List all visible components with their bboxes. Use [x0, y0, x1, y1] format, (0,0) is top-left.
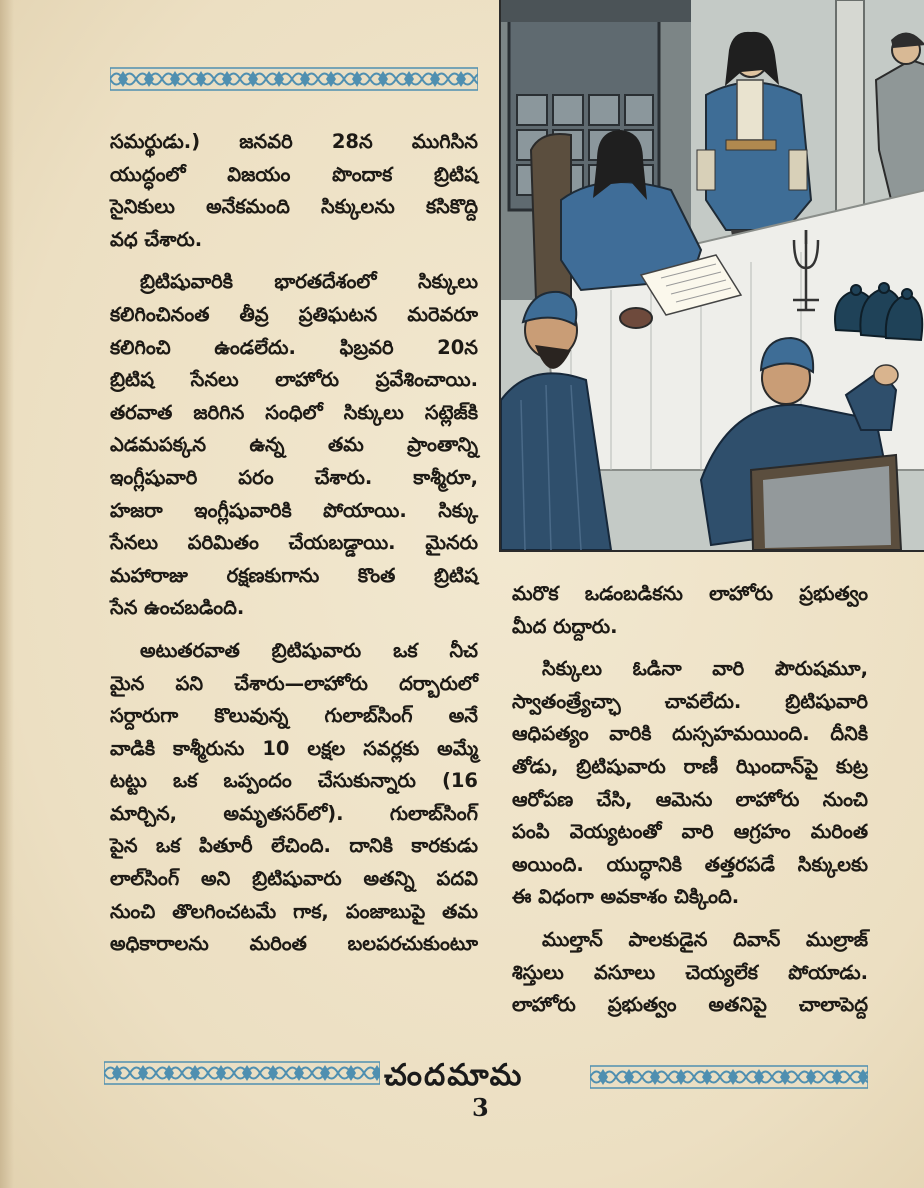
text-line: నుంచి తొలగించటమే గాక, పంజాబుపై తమ: [110, 899, 478, 923]
text-line: బ్రిటిషువారికి భారతదేశంలో సిక్కులు: [140, 270, 478, 294]
text-line: శిస్తులు వసూలు చెయ్యలేక పోయాడు.: [512, 960, 868, 984]
text-line: అధికారాలను మరింత బలపరచుకుంటూ: [110, 932, 478, 956]
text-line: స్వాతంత్ర్యేచ్ఛా చావలేదు. బ్రిటిషువారి: [512, 689, 868, 713]
text-line: కలిగించి ఉండలేదు. ఫిబ్రవరి 20న: [110, 335, 478, 359]
text-line: మైన పని చేశారు—లాహోరు దర్బారులో: [110, 671, 478, 695]
text-line: ఇంగ్లీషువారి పరం చేశారు. కాశ్మీరూ,: [110, 465, 478, 489]
text-line: హజరా ఇంగ్లీషువారికి పోయాయి. సిక్కు: [110, 498, 478, 522]
text-line: మార్చిన, అమృతసర్‌లో). గులాబ్‌సింగ్: [110, 801, 478, 825]
text-line: ముల్తాన్ పాలకుడైన దివాన్ ముల్రాజ్: [542, 927, 868, 951]
text-line: మహారాజు రక్షణకుగాను కొంత బ్రిటిష: [110, 563, 478, 587]
text-line: ఎడమపక్కన ఉన్న తమ ప్రాంతాన్ని: [110, 433, 478, 457]
text-line: ఆరోపణ చేసి, ఆమెను లాహోరు నుంచి: [512, 787, 868, 811]
text-line: సేనలు పరిమితం చేయబడ్డాయి. మైనరు: [110, 531, 478, 555]
text-line: తరవాత జరిగిన సంధిలో సిక్కులు సట్లెజ్‌కి: [110, 400, 478, 424]
page-number: 3: [472, 1093, 489, 1122]
text-line: వధ చేశారు.: [110, 227, 203, 251]
text-line: వాడికి కాశ్మీరును 10 లక్షల సవర్లకు అమ్మే: [110, 736, 478, 760]
text-line: మరొక ఒడంబడికను లాహోరు ప్రభుత్వం: [512, 582, 868, 605]
text-line: సిక్కులు ఓడినా వారి పౌరుషమూ,: [542, 657, 868, 681]
text-line: సేన ఉంచబడింది.: [110, 596, 245, 620]
footer-ornament-left: [104, 1060, 380, 1086]
text-line: టట్టు ఒక ఒప్పందం చేసుకున్నారు (16: [110, 769, 478, 793]
ornament-pattern-icon: [110, 66, 478, 92]
text-line: సమర్థుడు.) జనవరి 28న ముగిసిన: [110, 130, 478, 153]
text-line: తోడు, బ్రిటిషువారు రాణీ ఝిందాన్‌పై కుట్ర: [512, 754, 868, 778]
right-text-column: [512, 578, 868, 1022]
left-text-column: [110, 126, 478, 961]
magazine-title: చందమామ: [384, 1058, 524, 1093]
text-line: ఆధిపత్యం వారికి దుస్సహమయింది. దీనికి: [512, 722, 868, 746]
top-ornament-band: [110, 66, 478, 92]
text-line: పంపి వెయ్యటంతో వారి ఆగ్రహం మరింత: [512, 820, 868, 844]
ornament-pattern-icon: [104, 1060, 380, 1086]
text-line: అయింది. యుద్ధానికి తత్తరపడే సిక్కులకు: [512, 852, 868, 876]
footer-ornament-right: [590, 1064, 868, 1090]
text-line: బ్రిటిష సేనలు లాహోరు ప్రవేశించాయి.: [110, 368, 478, 392]
illustration-british-officers-and-sikh-envoys: [499, 0, 924, 552]
text-line: లాల్‌సింగ్ అని బ్రిటిషువారు అతన్ని పదవి: [110, 867, 478, 891]
text-line: అటుతరవాత బ్రిటిషువారు ఒక నీచ: [140, 638, 478, 662]
text-line: ఈ విధంగా అవకాశం చిక్కింది.: [512, 885, 740, 909]
text-line: సైనికులు అనేకమంది సిక్కులను కసికొద్ది: [110, 195, 478, 219]
ornament-pattern-icon: [590, 1064, 868, 1090]
text-line: లాహోరు ప్రభుత్వం అతనిపై చాలాపెద్ద: [512, 993, 868, 1017]
text-line: యుద్ధంలో విజయం పొందాక బ్రిటిష: [110, 162, 478, 186]
text-line: సర్దారుగా కొలువున్న గులాబ్‌సింగ్ అనే: [110, 704, 478, 728]
page-spine-shadow: [0, 0, 14, 1188]
text-line: మీద రుద్దారు.: [512, 614, 618, 638]
text-line: కలిగించినంత తీవ్ర ప్రతిఘటన మరెవరూ: [110, 302, 478, 326]
text-line: పైన ఒక పితూరీ లేచింది. దానికి కారకుడు: [110, 834, 478, 858]
